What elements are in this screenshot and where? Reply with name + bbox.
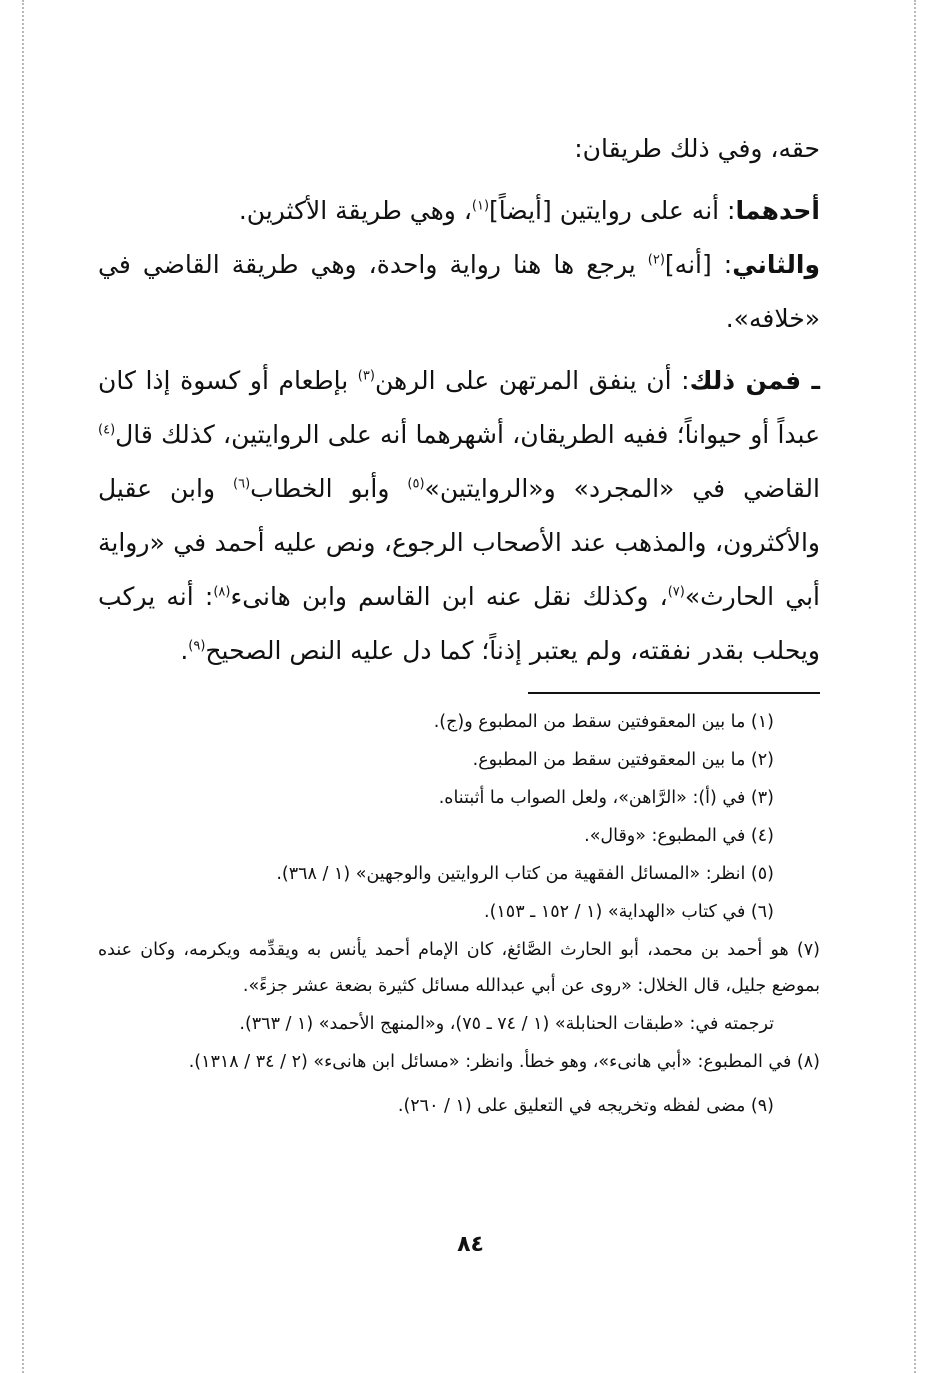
p4-text-c: القاضي في «المجرد» و«الروايتين» — [424, 474, 820, 503]
p2-text-b: ، وهي طريقة الأكثرين. — [238, 196, 472, 225]
p2-text-a: : أنه على روايتين [أيضاً] — [489, 196, 736, 225]
p3-text-b: يرجع ها هنا رواية واحدة، وهي طريقة القاضي في «خلافه». — [98, 250, 820, 333]
footnote-ref-2: (٢) — [647, 252, 665, 268]
p4-text-g: : أنه يركب ويحلب بقدر نفقته، ولم يعتبر إذناً؛ كما دل عليه النص الصحيح — [98, 582, 820, 665]
footnote-ref-5: (٥) — [407, 476, 425, 492]
p4-text-a: : أن ينفق المرتهن على الرهن — [374, 366, 690, 395]
right-margin-dots — [914, 0, 916, 1373]
footnote-separator — [528, 692, 820, 694]
footnotes — [98, 704, 820, 1124]
footnote-3: (٣) في (أ): «الرَّاهن»، ولعل الصواب ما أثبتناه. — [438, 788, 774, 808]
paragraph-1 — [98, 122, 820, 176]
main-text — [98, 122, 820, 678]
footnote-9: (٩) مضى لفظه وتخريجه في التعليق على (١ / ٢٦٠). — [397, 1096, 774, 1116]
footnote-4: (٤) في المطبوع: «وقال». — [584, 826, 774, 846]
footnote-1: (١) ما بين المعقوفتين سقط من المطبوع و(ج). — [433, 712, 774, 732]
footnote-7-continuation: ترجمته في: «طبقات الحنابلة» (١ / ٧٤ ـ ٧٥)، و«المنهج الأحمد» (١ / ٣٦٣). — [239, 1014, 774, 1034]
footnote-ref-7: (٧) — [667, 584, 685, 600]
paragraph-4 — [98, 354, 820, 678]
p3-label: والثاني — [732, 250, 820, 279]
page-number: ٨٤ — [457, 1232, 484, 1257]
p4-text-f: ، وكذلك نقل عنه ابن القاسم وابن هانىء — [230, 582, 668, 611]
p2-label: أحدهما — [735, 196, 820, 225]
footnote-ref-8: (٨) — [213, 584, 231, 600]
footnote-ref-9: (٩) — [188, 638, 206, 654]
p3-text-a: : [أنه] — [664, 250, 733, 279]
footnote-7: (٧) هو أحمد بن محمد، أبو الحارث الصَّائغ، كان الإمام أحمد يأنس به ويقدِّمه ويكرمه، وكان عنده بموضع جليل، قال الخلال: «روى عن أبي عبدالله مسائل كثيرة بضعة عشر جزءً». — [98, 940, 820, 996]
p4-text-d: وأبو الخطاب — [250, 474, 408, 503]
paragraph-2 — [98, 184, 820, 238]
footnote-2: (٢) ما بين المعقوفتين سقط من المطبوع. — [472, 750, 774, 770]
footnote-5: (٥) انظر: «المسائل الفقهية من كتاب الروايتين والوجهين» (١ / ٣٦٨). — [276, 864, 774, 884]
p4-label: ـ فمن ذلك — [689, 366, 820, 395]
footnote-ref-1: (١) — [471, 198, 490, 214]
p4-text-h: . — [180, 636, 189, 665]
p1-text: حقه، وفي ذلك طريقان: — [574, 134, 820, 163]
left-margin-dots — [22, 0, 24, 1373]
p4-text-e: وابن عقيل والأكثرون، والمذهب عند الأصحاب الرجوع، ونص عليه أحمد في «رواية أبي الحارث» — [98, 474, 820, 611]
p4-text-b: بإطعام أو كسوة إذا كان عبداً أو حيواناً؛ ففيه الطريقان، أشهرهما أنه على الروايتين، كذلك قال — [98, 366, 820, 449]
footnote-8: (٨) في المطبوع: «أبي هانىء»، وهو خطأ. وانظر: «مسائل ابن هانىء» (٢ / ٣٤ / ١٣١٨). — [188, 1052, 820, 1072]
book-page — [98, 122, 820, 1124]
footnote-6: (٦) في كتاب «الهداية» (١ / ١٥٢ ـ ١٥٣). — [484, 902, 774, 922]
footnote-ref-4: (٤) — [98, 422, 116, 438]
footnote-ref-3: (٣) — [357, 368, 375, 384]
paragraph-3 — [98, 238, 820, 346]
footnote-ref-6: (٦) — [233, 476, 251, 492]
